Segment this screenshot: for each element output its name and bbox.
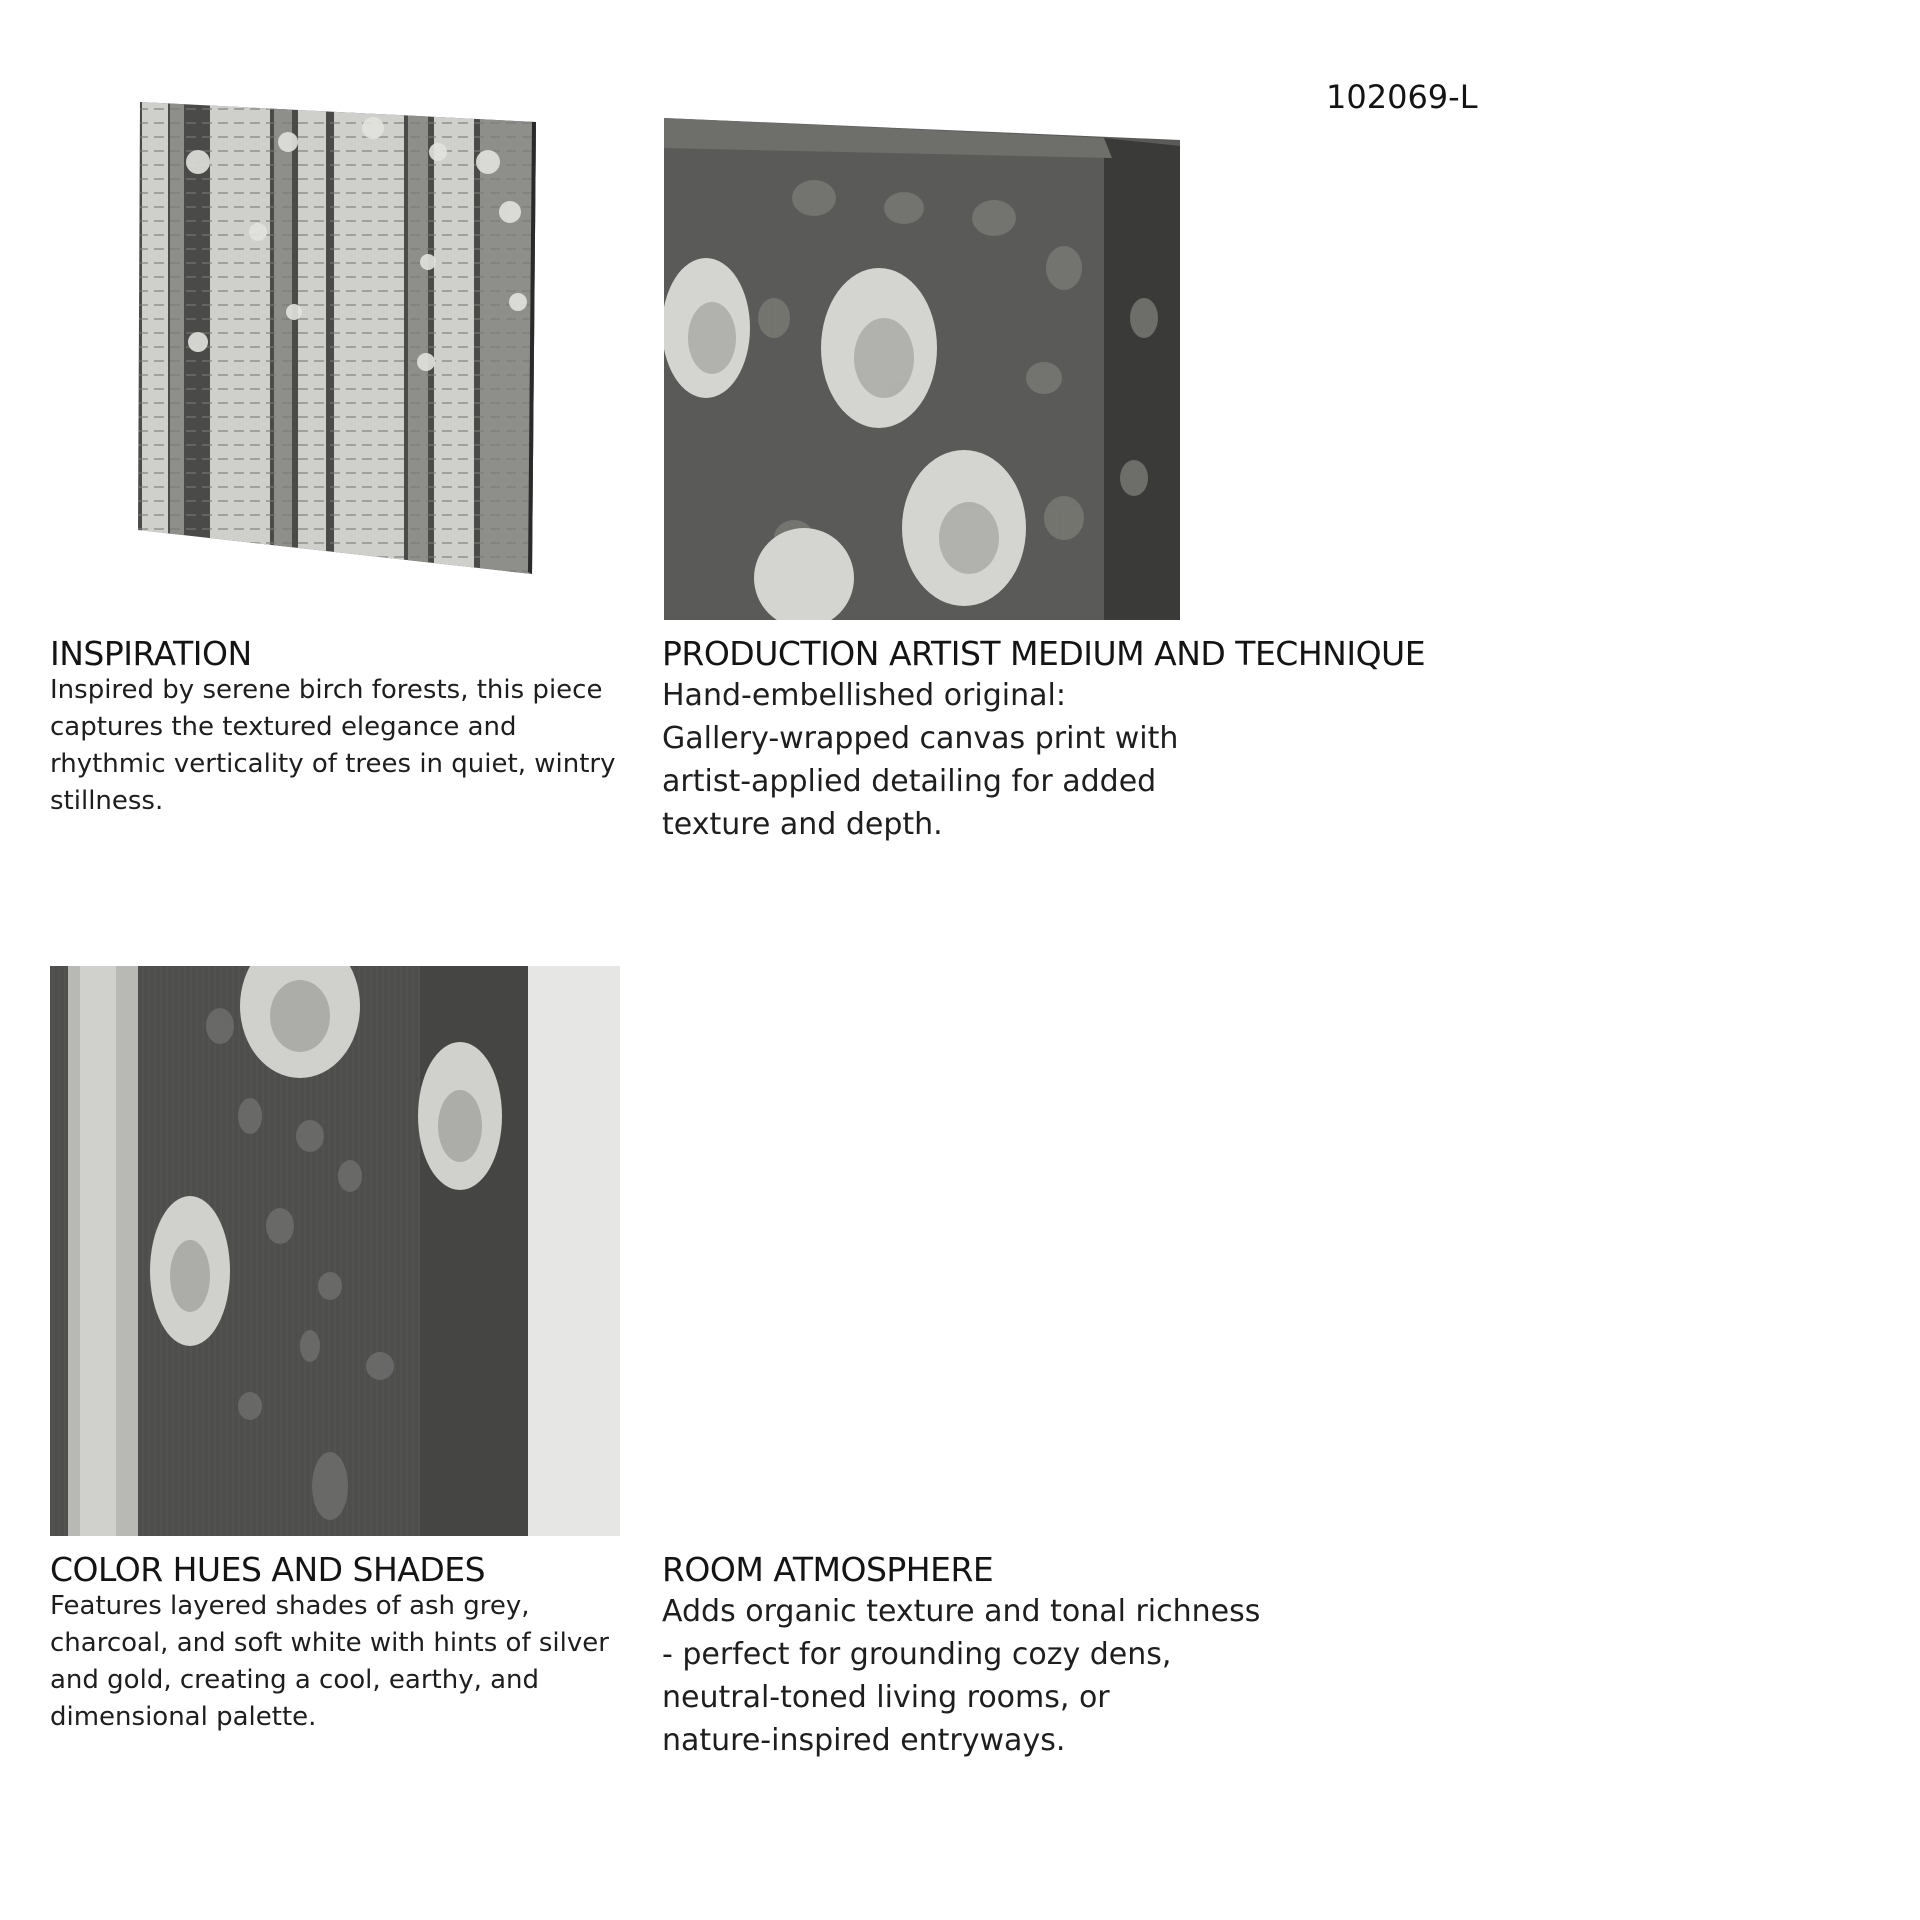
canvas-corner-closeup-photo (664, 118, 1180, 620)
production-line: Gallery-wrapped canvas print with (662, 721, 1179, 756)
room-line: Adds organic texture and tonal richness (662, 1594, 1261, 1629)
canvas-angle-photo (138, 102, 538, 574)
room-atmosphere-heading: ROOM ATMOSPHERE (662, 1550, 994, 1589)
product-sku: 102069-L (1326, 78, 1478, 116)
production-heading: PRODUCTION ARTIST MEDIUM AND TECHNIQUE (662, 634, 1426, 673)
texture-closeup-photo (50, 966, 620, 1536)
production-text (662, 674, 1222, 846)
color-heading: COLOR HUES AND SHADES (50, 1550, 486, 1589)
room-line: neutral-toned living rooms, or (662, 1680, 1110, 1715)
inspiration-text: Inspired by serene birch forests, this piece captures the textured elegance and rhythmic verticality of trees in quiet, wintry stillness. (50, 675, 616, 816)
room-line: nature-inspired entryways. (662, 1723, 1066, 1758)
production-line: texture and depth. (662, 807, 943, 842)
room-line: - perfect for grounding cozy dens, (662, 1637, 1172, 1672)
color-text: Features layered shades of ash grey, charcoal, and soft white with hints of silver and gold, creating a cool, earthy, and dimensional palette. (50, 1591, 609, 1732)
production-line: artist-applied detailing for added (662, 764, 1157, 799)
production-line: Hand-embellished original: (662, 678, 1066, 713)
room-atmosphere-text (662, 1590, 1262, 1762)
inspiration-heading: INSPIRATION (50, 634, 252, 673)
